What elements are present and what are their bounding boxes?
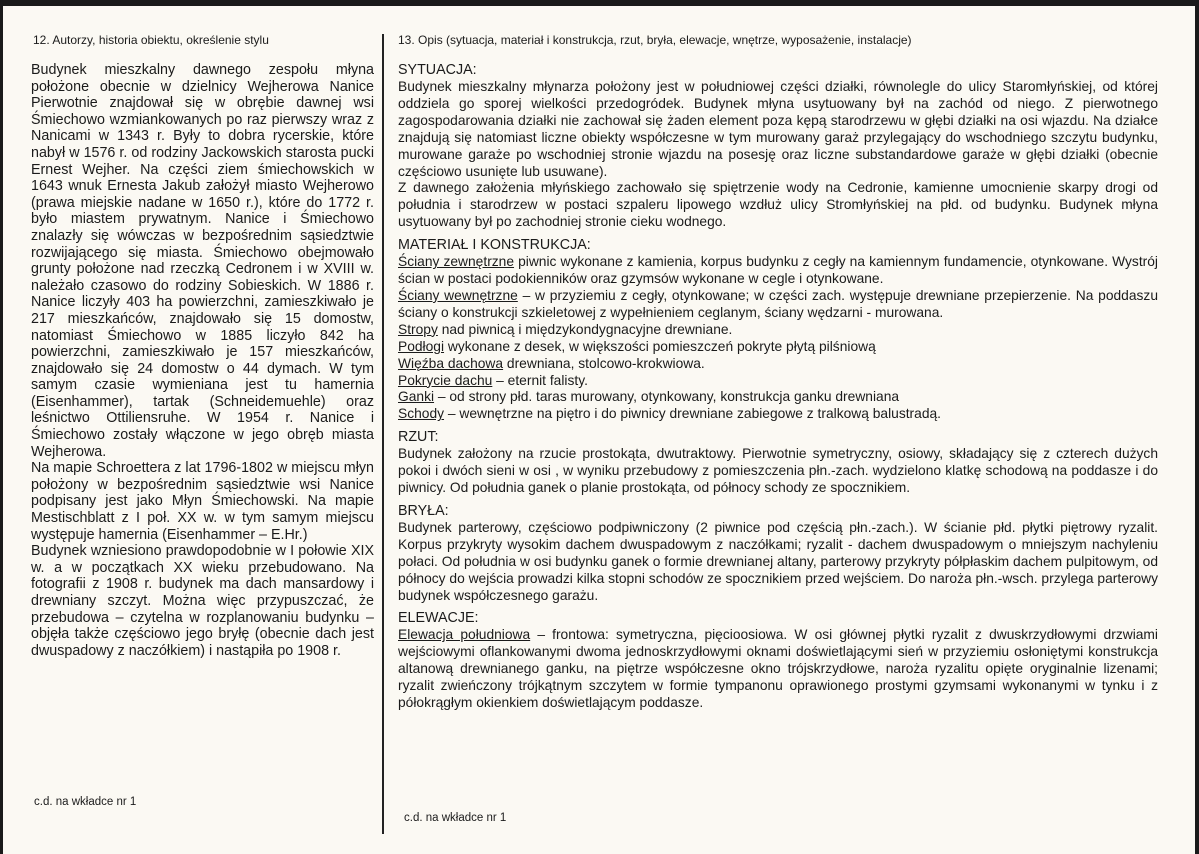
description-heading: 13. Opis (sytuacja, materiał i konstrukcja, rzut, bryła, elewacje, wnętrze, wyposażenie, instalacje) [398,33,912,47]
section-paragraph: Budynek mieszkalny młynarza położony jest w południowej części działki, równolegle do ulicy Staromłyńskiej, od której oddziela go sporej wielkości przedogródek. Budynek młyna usytuowany był na zachód od niego. Z pierwotnego zagospodarowania działki nie zachował się żaden element poza kępą starodrzewu w głębi działki na osi wjazdu. Na działce znajdują się natomiast liczne obiekty współczesne w tym murowany garaż przylegający do wschodniego szczytu budynku, murowane garaże po wschodniej stronie wjazdu na posesję oraz liczne substandardowe garaże w głębi działki (obecnie częściowo usunięte lub usuwane). [398,79,1158,179]
item-label: Podłogi [398,338,445,354]
section-bryla [398,503,1158,605]
material-item [398,254,1158,288]
continued-note-right: c.d. na wkładce nr 1 [404,812,507,824]
item-text: piwnic wykonane z kamienia, korpus budynku z cegły na kamiennym fundamencie, otynkowane. Wystrój ścian w postaci podokienników oraz gzymsów wykonane w cegle i otynkowane. [398,254,1158,287]
item-label: Schody [398,406,445,422]
item-label: Ganki [398,389,435,405]
section-title: RZUT: [398,429,439,446]
history-column [31,32,374,659]
section-title: BRYŁA: [398,502,449,519]
item-text: – w przyziemiu z cegły, otynkowane; w części zach. występuje drewniane przepierzenie. Na poddaszu ściany o konstrukcji szkieletowej z wypełnieniem ceglanym, ściany wędzarni - murowana. [398,287,1158,320]
history-heading: 12. Autorzy, historia obiektu, określenie stylu [33,33,269,47]
item-label: Ściany zewnętrzne [398,254,515,270]
scan-border-right [1195,0,1199,854]
material-item [398,356,1158,373]
scan-border-left [0,0,3,854]
history-paragraph: Na mapie Schroettera z lat 1796-1802 w miejscu młyn położony w bezpośrednim sąsiedztwie wsi Nanice podpisany jest jako Młyn Śmiechowski. Na mapie Mestischblatt z I poł. XX w. w tym samym miejscu występuje hamernia (Eisenhammer – E.Hr.) [31,460,374,543]
continued-note-left: c.d. na wkładce nr 1 [34,796,137,808]
item-label: Pokrycie dachu [398,372,493,388]
item-label: Elewacja południowa [398,627,531,643]
section-sytuacja [398,62,1158,231]
description-column [398,32,1158,712]
item-text: – eternit falisty. [492,372,588,388]
item-label: Stropy [398,321,438,337]
material-item [398,373,1158,390]
item-label: Ściany wewnętrzne [398,287,518,303]
item-label: Więźba dachowa [398,355,504,371]
item-text: – frontowa: symetryczna, pięcioosiowa. W osi głównej płytki ryzalit z dwuskrzydłowymi drzwiami wejściowymi oflankowanymi dwoma jednoskrzydłowymi oknami doświetlającymi sień w przyziemiu osłoniętymi konstrukcja altanową drewnianego ganku, na piętrze współczesne okno trójskrzydłowe, naroża ryzalitu opięte oryginalnie lizenami; ryzalit zwieńczony trójkątnym szczytem w formie tympanonu oprawionego prostymi gzymsami wykonanymi w tynku i z półokrągłym okienkiem doświetlającym poddasze. [398,627,1158,711]
material-item [398,339,1158,356]
item-text: – od strony płd. taras murowany, otynkowany, konstrukcja ganku drewniana [434,389,900,405]
section-title: SYTUACJA: [398,62,477,78]
item-text: wykonane z desek, w większości pomieszczeń pokryte płytą pilśniową [444,338,876,354]
section-rzut [398,429,1158,497]
section-paragraph: Budynek założony na rzucie prostokąta, dwutraktowy. Pierwotnie symetryczny, osiowy, składający się z czterech dużych pokoi i dwóch sieni w osi , w wyniku przebudowy z pomieszczenia płn.-zach. wydzielono klatkę schodową na poddasze i do piwnicy. Od południa ganek o planie prostokąta, od północy schody ze spocznikiem. [398,446,1158,496]
section-paragraph: Budynek parterowy, częściowo podpiwniczony (2 piwnice pod częścią płn.-zach.). W ścianie płd. płytki piętrowy ryzalit. Korpus przykryty wysokim dachem dwuspadowym z naczółkami; ryzalit - dachem dwuspadowym o mniejszym nachyleniu połaci. Od południa w osi budynku ganek o formie drewnianej altany, parterowy przykryty półpłaskim dachem pulpitowym, od północy do wejścia prowadzi kilka stopni schodów ze spocznikiem przed wejściem. Do naroża płn.-wsch. przylega parterowy budynek współczesnego garażu. [398,519,1158,603]
section-title: MATERIAŁ I KONSTRUKCJA: [398,237,591,254]
material-item [398,322,1158,339]
history-body [31,62,374,659]
section-elewacje [398,610,1158,712]
section-paragraph [398,627,1158,712]
history-paragraph: Budynek wzniesiono prawdopodobnie w I połowie XIX w. a w początkach XX wieku przebudowano. Na fotografii z 1908 r. budynek ma dach mansardowy i drewniany szczyt. Można więc przypuszczać, że przebudowa – czytelna w rozplanowaniu budynku – objęła także częściowo jego bryłę (obecnie dach jest dwuspadowy z naczółkiem) i nastąpiła po 1908 r. [31,543,374,659]
material-item [398,389,1158,406]
material-item [398,288,1158,322]
item-text: drewniana, stolcowo-krokwiowa. [503,355,705,371]
section-material [398,237,1158,423]
scan-border-top [0,0,1199,6]
item-text: – wewnętrzne na piętro i do piwnicy drewniane zabiegowe z tralkową balustradą. [444,406,941,422]
section-title: ELEWACJE: [398,610,479,627]
material-item [398,406,1158,423]
item-text: nad piwnicą i międzykondygnacyjne drewniane. [437,321,733,337]
section-paragraph: Z dawnego założenia młyńskiego zachowało się spiętrzenie wody na Cedronie, kamienne umocnienie skarpy drogi od południa i starodrzew w postaci szpaleru lipowego wzdłuż ulicy Stromłyńskiej na płd. od budynku. Budynek młyna usytuowany był po zachodniej stronie cieku wodnego. [398,180,1158,230]
history-paragraph: Budynek mieszkalny dawnego zespołu młyna położone obecnie w dzielnicy Wejherowa Nanice Pierwotnie znajdował się w obrębie dawnej wsi Śmiechowo wzmiankowanych po raz pierwszy wraz z Nanicami w 1343 r. Były to dobra rycerskie, które nabył w 1576 r. od rodziny Jackowskich starosta pucki Ernest Wejher. Na części ziem śmiechowskich w 1643 wnuk Ernesta Jakub założył miasto Wejherowo (prawa miejskie nadane w 1650 r.), które do 1772 r. było miastem prywatnym. Nanice i Śmiechowo znalazły się wówczas w bezpośrednim sąsiedztwie rozwijającego się miasta. Śmiechowo obejmowało grunty położone nad rzeczką Cedronem i w XVIII w. należało czasowo do rodziny Sobieskich. W 1886 r. Nanice liczyły 403 ha powierzchni, zamieszkiwało je 217 mieszkańców, znajdowało się 15 domostw, natomiast Śmiechowo w 1885 liczyło 842 ha powierzchni, zamieszkiwało je 157 mieszkańców, znajdowało się 24 domostw o 44 dymach. W tym samym czasie wymieniana jest tu hamernia (Eisenhammer), tartak (Schneidemuehle) oraz leśnictwo Ottiliensruhe. W 1954 r. Nanice i Śmiechowo zostały włączone w jego obręb miasta Wejherowa. [31,62,374,460]
column-divider [382,34,384,834]
